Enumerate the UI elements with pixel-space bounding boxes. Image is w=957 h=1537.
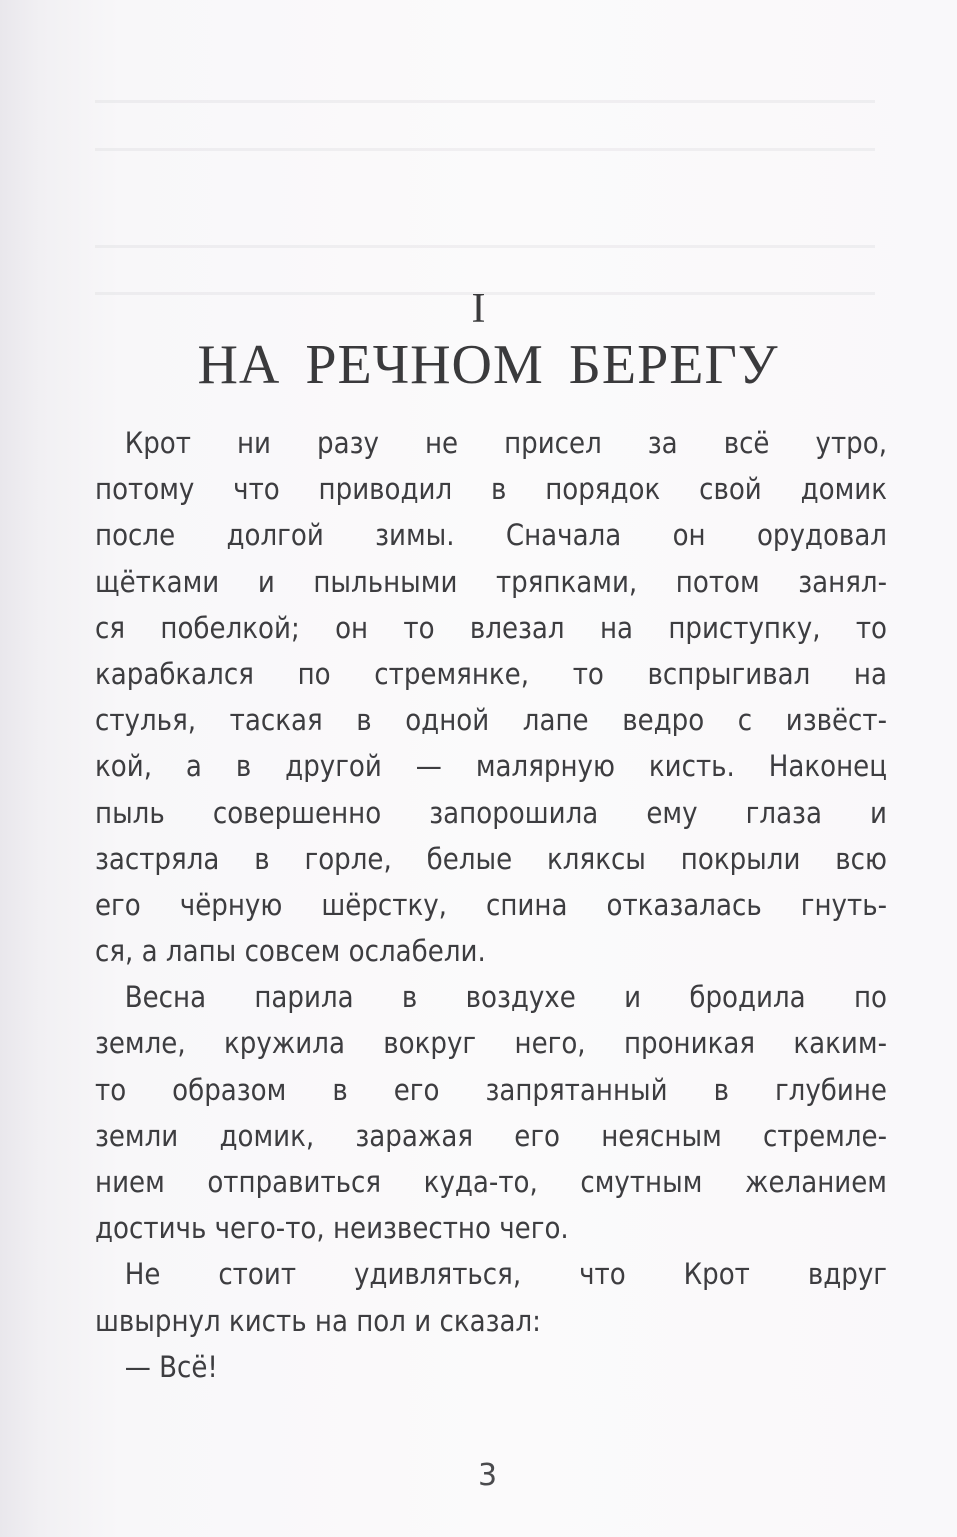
- text-line: кой, а в другой — малярную кисть. Наконец: [95, 749, 887, 784]
- text-line: застряла в горле, белые кляксы покрыли всю: [95, 841, 887, 876]
- text-line: карабкался по стремянке, то вспрыгивал на: [95, 656, 887, 691]
- text-line: достичь чего-то, неизвестно чего.: [95, 1211, 569, 1246]
- page-number: 3: [477, 1458, 498, 1493]
- chapter-title: НА РЕЧНОМ БЕРЕГУ: [197, 334, 779, 396]
- text-line: после долгой зимы. Сначала он орудовал: [95, 518, 887, 553]
- text-line: Не стоит удивляться, что Крот вдруг: [124, 1257, 887, 1292]
- text-line: земле, кружила вокруг него, проникая каким-: [95, 1026, 887, 1061]
- text-line: пыль совершенно запорошила ему глаза и: [95, 795, 887, 830]
- chapter-body: [95, 420, 887, 1390]
- text-line: швырнул кисть на пол и сказал:: [95, 1303, 541, 1338]
- chapter-number: I: [471, 286, 486, 332]
- show-through-text: [95, 100, 875, 103]
- text-line: земли домик, заражая его неясным стремле-: [95, 1118, 887, 1153]
- text-line: ся, а лапы совсем ослабели.: [95, 934, 486, 969]
- text-line: Весна парила в воздухе и бродила по: [124, 980, 887, 1015]
- text-line: то образом в его запрятанный в глубине: [95, 1072, 887, 1107]
- show-through-text: [95, 245, 875, 248]
- text-line: Крот ни разу не присел за всё утро,: [124, 426, 887, 460]
- text-line: ся побелкой; он то влезал на приступку, то: [95, 610, 887, 645]
- text-line: нием отправиться куда-то, смутным желанием: [95, 1165, 887, 1199]
- text-line: потому что приводил в порядок свой домик: [95, 472, 887, 507]
- dialogue-line: — Всё!: [124, 1349, 218, 1384]
- show-through-text: [95, 148, 875, 151]
- text-line: щётками и пыльными тряпками, потом занял-: [95, 564, 887, 599]
- text-line: стулья, таская в одной лапе ведро с извёст-: [95, 703, 887, 738]
- text-line: его чёрную шёрстку, спина отказалась гнуть-: [95, 887, 887, 922]
